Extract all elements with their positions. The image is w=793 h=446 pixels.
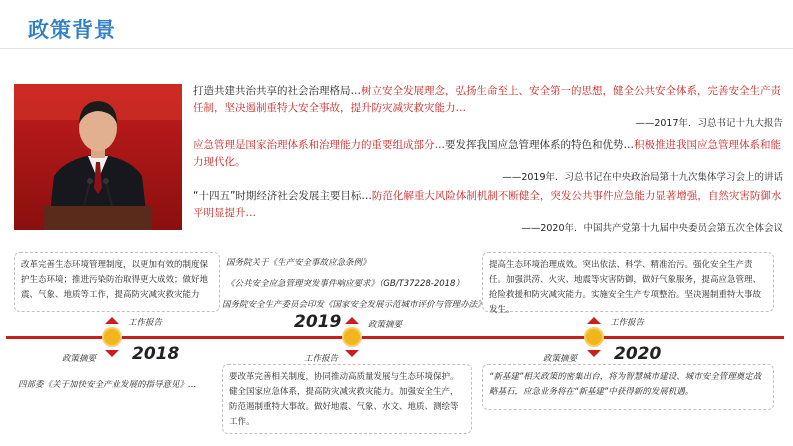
- quote-2020: [193, 188, 783, 238]
- speaker-photo: [14, 84, 182, 230]
- policy-2019-item-1: 国务院关于《生产安全事故应急条例》: [226, 258, 371, 268]
- tag-policy-summary-2018: 政策摘要: [62, 354, 97, 364]
- quote-2017-highlight: 树立安全发展理念，弘扬生命至上、安全第一的思想，健全公共安全体系，完善安全生产责任制，坚决遏制重特大安全事故，提升防灾减灾救灾能力…: [193, 85, 781, 114]
- year-2020: 2020: [614, 344, 662, 364]
- quote-2019-middle: 要发挥我国应急管理体系的特色和优势…: [445, 139, 634, 151]
- tag-work-report-2020: 工作报告: [610, 318, 645, 328]
- quote-2019-highlight: 应急管理是国家治理体系和治理能力的重要组成部分…: [193, 139, 445, 151]
- work-report-2018-box: 改革完善生态环境管理制度，以更加有效的制度保护生态环境；推进污染防治取得更大成效；做好地震、气象、地质等工作，提高防灾减灾救灾能力: [14, 252, 220, 312]
- quote-2017-source: ——2017年．习总书记十九大报告: [635, 118, 783, 129]
- timeline-node-2020: [584, 327, 604, 347]
- timeline-node-2019: [342, 327, 362, 347]
- marker-up-2018: [105, 317, 119, 324]
- policy-2019-item-2: 《公共安全应急管理突发事件响应要求》（GB/T37228-2018）: [226, 279, 464, 289]
- tag-policy-summary-2020: 政策摘要: [543, 354, 578, 364]
- marker-down-2019: [345, 350, 359, 357]
- tag-policy-summary-2019: 政策摘要: [368, 320, 403, 330]
- quote-2019-source: ——2019年．习总书记在中央政治局第十九次集体学习会上的讲话: [502, 172, 783, 183]
- marker-up-2019: [345, 317, 359, 324]
- tag-work-report-2018: 工作报告: [128, 318, 163, 328]
- doc-2018: 四部委《关于加快安全产业发展的指导意见》…: [18, 380, 197, 390]
- quote-2019-highlight-2: 积极推进我国应急管理体系和能力现代化。: [193, 139, 781, 168]
- quote-2017: [193, 83, 783, 133]
- timeline-line: [6, 336, 784, 339]
- quote-2019: [193, 137, 783, 187]
- page-title: 政策背景: [28, 18, 116, 42]
- quote-2020-lead: “十四五”时期经济社会发展主要目标…: [193, 190, 372, 202]
- work-report-2020-box: 提高生态环境治理成效。突出依法、科学、精准治污。强化安全生产责任。加强洪涝、火灾、地震等灾害防御，做好气象服务，提高应急管理、抢险救援和防灾减灾能力。实施安全生产专项整治。坚决遏制重特大事故发生。: [482, 252, 774, 312]
- year-2019: 2019: [294, 312, 342, 332]
- marker-up-2020: [587, 317, 601, 324]
- work-report-2019-box: 要改革完善相关制度，协同推动高质量发展与生态环境保护。健全国家应急体系，提高防灾减灾救灾能力。加强安全生产，防范遏制重特大事故。做好地震、气象、水文、地质、测绘等工作。: [222, 364, 472, 434]
- policy-2019-item-3: 国务院安全生产委员会印发《国家安全发展示范城市评价与管理办法》: [222, 300, 486, 310]
- marker-down-2020: [587, 350, 601, 357]
- timeline-node-2018: [102, 327, 122, 347]
- year-2018: 2018: [132, 344, 180, 364]
- policy-summary-2020-box: “新基建”相关政策的密集出台，将为智慧城市建设、城市安全管理奠定战略基石，应急业务将在“新基建”中获得新的发展机遇。: [482, 364, 774, 410]
- quote-2017-lead: 打造共建共治共享的社会治理格局…: [193, 85, 361, 97]
- tag-work-report-2019: 工作报告: [304, 354, 339, 364]
- speaker-photo-graphic: [14, 84, 182, 230]
- title-divider: [0, 48, 793, 49]
- marker-down-2018: [105, 350, 119, 357]
- quote-2020-highlight: 防范化解重大风险体制机制不断健全，突发公共事件应急能力显著增强，自然灾害防御水平明显提升…: [193, 190, 782, 219]
- quote-2020-source: ——2020年．中国共产党第十九届中央委员会第五次全体会议: [521, 223, 783, 234]
